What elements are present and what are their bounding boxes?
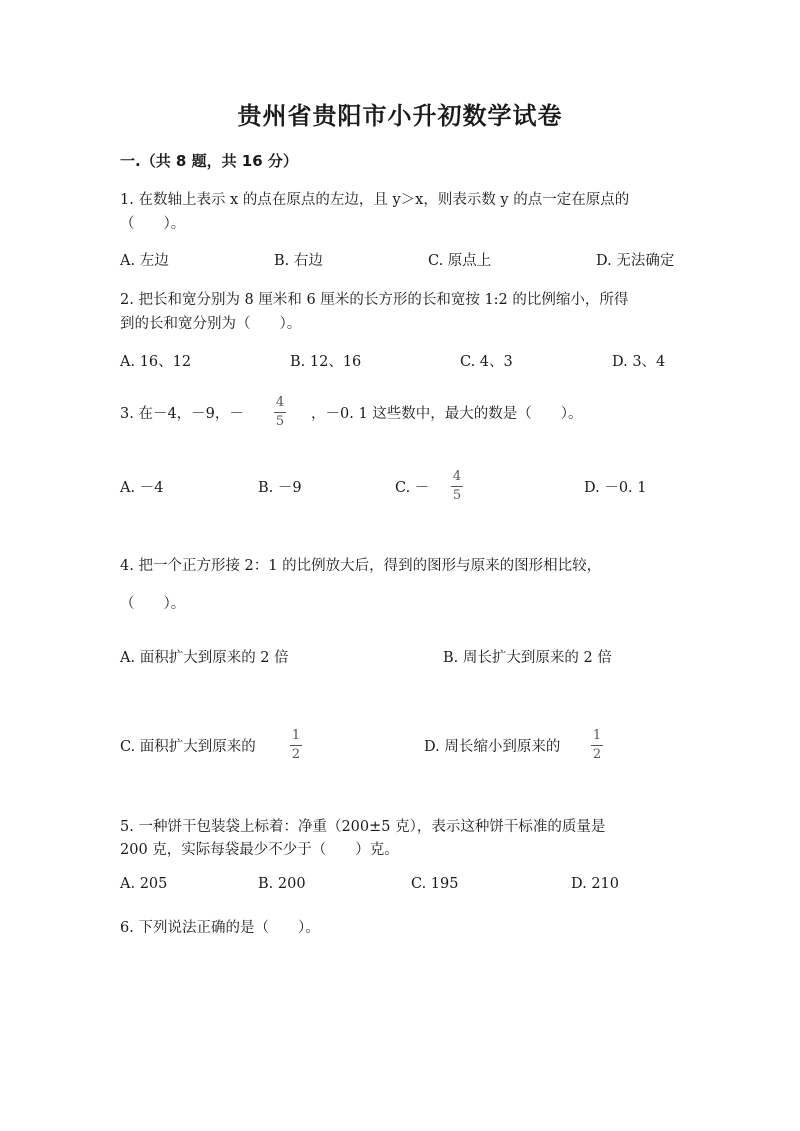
fraction-denominator: 2 xyxy=(592,747,602,762)
fraction-numerator: 1 xyxy=(592,728,602,743)
question-3-text-prefix: 3. 在－4，－9，－ xyxy=(120,406,244,422)
q1-option-a: A. 左边 xyxy=(120,253,169,269)
fraction-denominator: 5 xyxy=(275,414,285,429)
q5-option-b: B. 200 xyxy=(258,876,306,892)
q5-option-c: C. 195 xyxy=(411,876,459,892)
q2-option-b: B. 12、16 xyxy=(290,354,362,370)
q3-option-b: B. －9 xyxy=(258,480,302,496)
section-heading: 一.（共 8 题，共 16 分） xyxy=(120,152,298,170)
fraction-numerator: 1 xyxy=(291,728,301,743)
fraction-denominator: 2 xyxy=(291,747,301,762)
q3-option-d: D. －0. 1 xyxy=(584,480,647,496)
q4-option-a: A. 面积扩大到原来的 2 倍 xyxy=(120,650,289,666)
q1-option-c: C. 原点上 xyxy=(428,253,492,269)
question-1-text: 1. 在数轴上表示 x 的点在原点的左边，且 y＞x，则表示数 y 的点一定在原点的 xyxy=(120,192,630,208)
question-3-text-suffix: ，－0. 1 这些数中，最大的数是（ ）。 xyxy=(311,406,583,422)
question-5-text-cont: 200 克，实际每袋最少不少于（ ）克。 xyxy=(120,842,399,858)
question-1-text-cont: （ ）。 xyxy=(120,216,186,232)
fraction-bar xyxy=(591,745,603,746)
q2-option-a: A. 16、12 xyxy=(120,354,192,370)
q3-option-a: A. －4 xyxy=(120,480,164,496)
q3-fraction xyxy=(274,396,286,429)
q4-option-d: D. 周长缩小到原来的 xyxy=(424,739,561,755)
question-4-text-cont: （ ）。 xyxy=(120,596,186,612)
q4-option-d-fraction xyxy=(591,729,603,762)
fraction-bar xyxy=(451,486,463,487)
q1-option-b: B. 右边 xyxy=(274,253,323,269)
q5-option-d: D. 210 xyxy=(571,876,620,892)
fraction-numerator: 4 xyxy=(452,469,462,484)
page-title: 贵州省贵阳市小升初数学试卷 xyxy=(237,102,563,130)
q4-option-c: C. 面积扩大到原来的 xyxy=(120,739,256,755)
fraction-bar xyxy=(290,745,302,746)
question-5-text: 5. 一种饼干包装袋上标着：净重（200±5 克），表示这种饼干标准的质量是 xyxy=(120,819,606,835)
fraction-numerator: 4 xyxy=(275,395,285,410)
q2-option-d: D. 3、4 xyxy=(612,354,666,370)
q5-option-a: A. 205 xyxy=(120,876,168,892)
q3-option-c: C. － xyxy=(395,480,430,496)
fraction-bar xyxy=(274,412,286,413)
q3-option-c-fraction xyxy=(451,470,463,503)
q4-option-c-fraction xyxy=(290,729,302,762)
question-2-text: 2. 把长和宽分别为 8 厘米和 6 厘米的长方形的长和宽按 1:2 的比例缩小，所得 xyxy=(120,292,629,308)
fraction-denominator: 5 xyxy=(452,488,462,503)
question-6-text: 6. 下列说法正确的是（ ）。 xyxy=(120,920,320,936)
q2-option-c: C. 4、3 xyxy=(460,354,513,370)
question-2-text-cont: 到的长和宽分别为（ ）。 xyxy=(120,316,302,332)
question-4-text: 4. 把一个正方形接 2：1 的比例放大后，得到的图形与原来的图形相比较， xyxy=(120,558,602,574)
q1-option-d: D. 无法确定 xyxy=(596,253,675,269)
q4-option-b: B. 周长扩大到原来的 2 倍 xyxy=(443,650,612,666)
